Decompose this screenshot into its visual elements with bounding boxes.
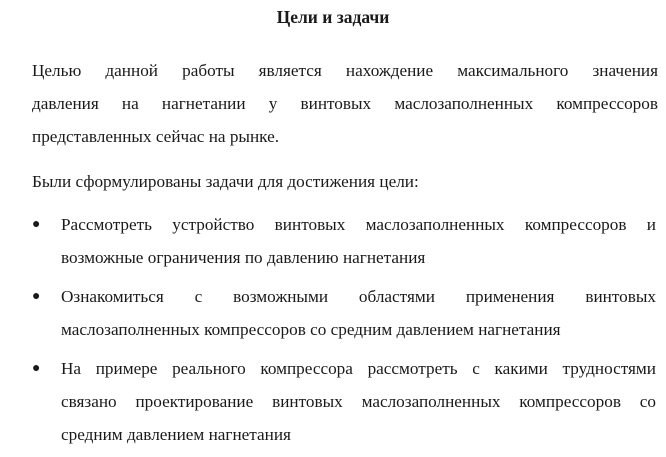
goal-paragraph <box>6 54 658 153</box>
task-1-line-1: Рассмотреть устройство винтовых маслозаполненных компрессоров и <box>61 215 656 234</box>
task-item-3 <box>0 352 660 451</box>
task-3-line-1: На примере реального компрессора рассмотреть с какими трудностями <box>61 359 656 378</box>
task-3-line-3: средним давлением нагнетания <box>61 425 291 444</box>
bullet-icon: ● <box>32 289 41 304</box>
section-heading: Цели и задачи <box>276 7 390 27</box>
task-1-line-2: возможные ограничения по давлению нагнетания <box>61 248 426 267</box>
tasks-intro: Были сформулированы задачи для достижения цели: <box>32 172 419 191</box>
task-item-2 <box>0 280 660 346</box>
tasks-list <box>0 208 660 457</box>
goal-line-1: Целью данной работы является нахождение максимального значения <box>32 61 658 80</box>
task-item-1 <box>0 208 660 274</box>
bullet-icon: ● <box>32 217 41 232</box>
goal-line-2: давления на нагнетании у винтовых маслозаполненных компрессоров <box>32 94 658 113</box>
goal-line-3: представленных сейчас на рынке. <box>32 127 280 146</box>
task-2-line-2: маслозаполненных компрессоров со средним давлением нагнетания <box>61 320 561 339</box>
bullet-icon: ● <box>32 361 41 376</box>
task-3-line-2: связано проектирование винтовых маслозаполненных компрессоров со <box>61 392 656 411</box>
task-2-line-1: Ознакомиться с возможными областями применения винтовых <box>61 287 656 306</box>
